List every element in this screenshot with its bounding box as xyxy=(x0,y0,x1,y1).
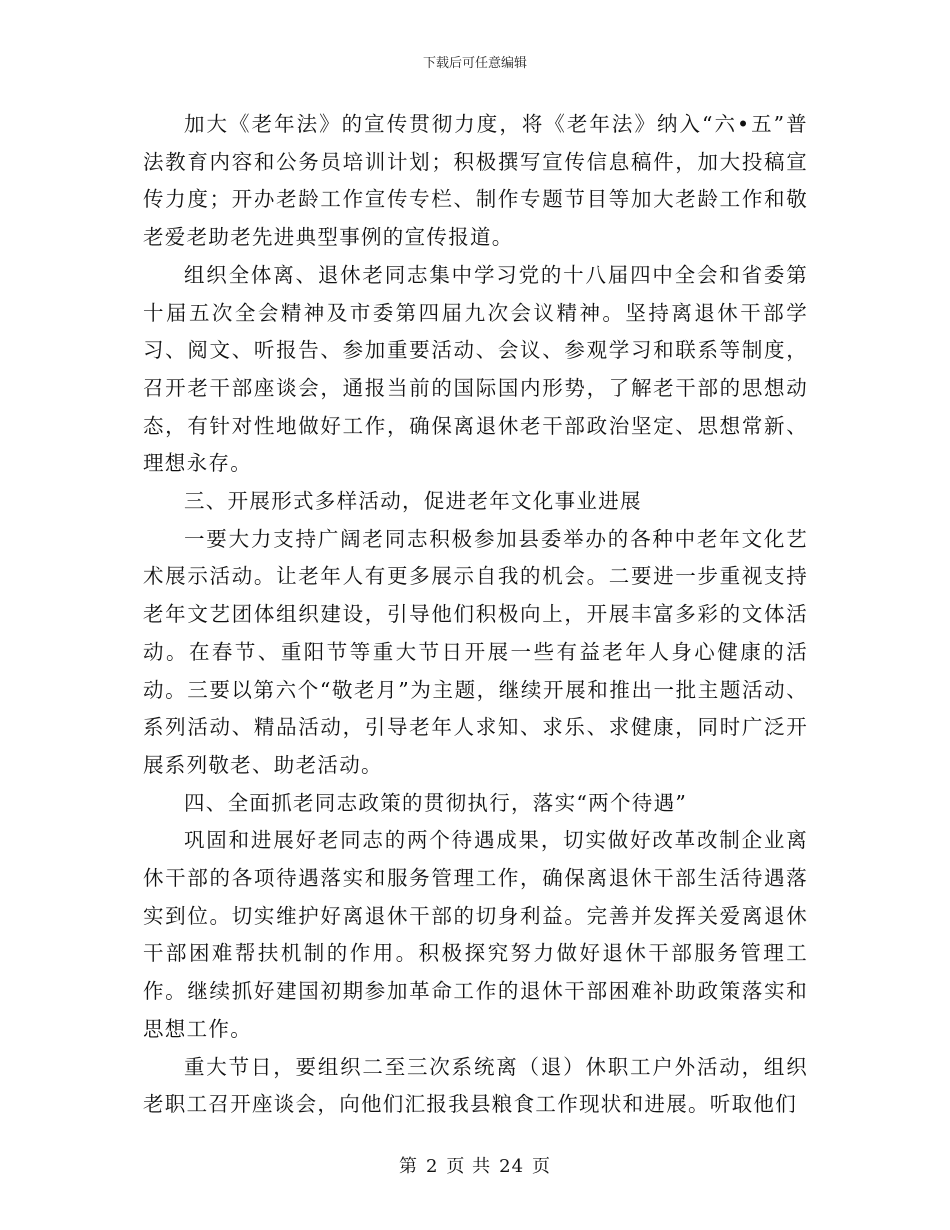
section-heading: 三、开展形式多样活动，促进老年文化事业进展 xyxy=(184,489,642,514)
footer-prefix: 第 xyxy=(398,1156,418,1177)
document-body xyxy=(143,106,808,1124)
paragraph: 重大节日，要组织二至三次系统离（退）休职工户外活动，组织老职工召开座谈会，向他们汇报我县粮食工作现状和进展。听取他们 xyxy=(143,1054,808,1117)
current-page-number: 2 xyxy=(425,1156,439,1177)
paragraph: 巩固和进展好老同志的两个待遇成果，切实做好改革改制企业离休干部的各项待遇落实和服务管理工作，确保离退休干部生活待遇落实到位。切实维护好离退休干部的切身利益。完善并发挥关爱离退休干部困难帮扶机制的作用。积极探究努力做好退休干部服务管理工作。继续抓好建国初期参加革命工作的退休干部困难补助政策落实和思想工作。 xyxy=(143,828,808,1041)
footer-suffix: 页 xyxy=(532,1156,552,1177)
page-footer xyxy=(0,1152,950,1178)
page-header-note: 下载后可任意编辑 xyxy=(422,56,527,71)
section-heading: 四、全面抓老同志政策的贯彻执行，落实“两个待遇” xyxy=(184,790,688,815)
total-page-count: 24 xyxy=(499,1156,525,1177)
paragraph: 加大《老年法》的宣传贯彻力度，将《老年法》纳入“六•五”普法教育内容和公务员培训计划；积极撰写宣传信息稿件，加大投稿宣传力度；开办老龄工作宣传专栏、制作专题节目等加大老龄工作和敬老爱老助老先进典型事例的宣传报道。 xyxy=(143,112,808,250)
paragraph: 组织全体离、退休老同志集中学习党的十八届四中全会和省委第十届五次全会精神及市委第四届九次会议精神。坚持离退休干部学习、阅文、听报告、参加重要活动、会议、参观学习和联系等制度，召开老干部座谈会，通报当前的国际国内形势，了解老干部的思想动态，有针对性地做好工作，确保离退休老干部政治坚定、思想常新、理想永存。 xyxy=(143,262,808,476)
paragraph: 一要大力支持广阔老同志积极参加县委举办的各种中老年文化艺术展示活动。让老年人有更多展示自我的机会。二要进一步重视支持老年文艺团体组织建设，引导他们积极向上，开展丰富多彩的文体活动。在春节、重阳节等重大节日开展一些有益老年人身心健康的活动。三要以第六个“敬老月”为主题，继续开展和推出一批主题活动、系列活动、精品活动，引导老年人求知、求乐、求健康，同时广泛开展系列敬老、助老活动。 xyxy=(143,526,808,777)
footer-middle: 页 共 xyxy=(446,1156,492,1177)
